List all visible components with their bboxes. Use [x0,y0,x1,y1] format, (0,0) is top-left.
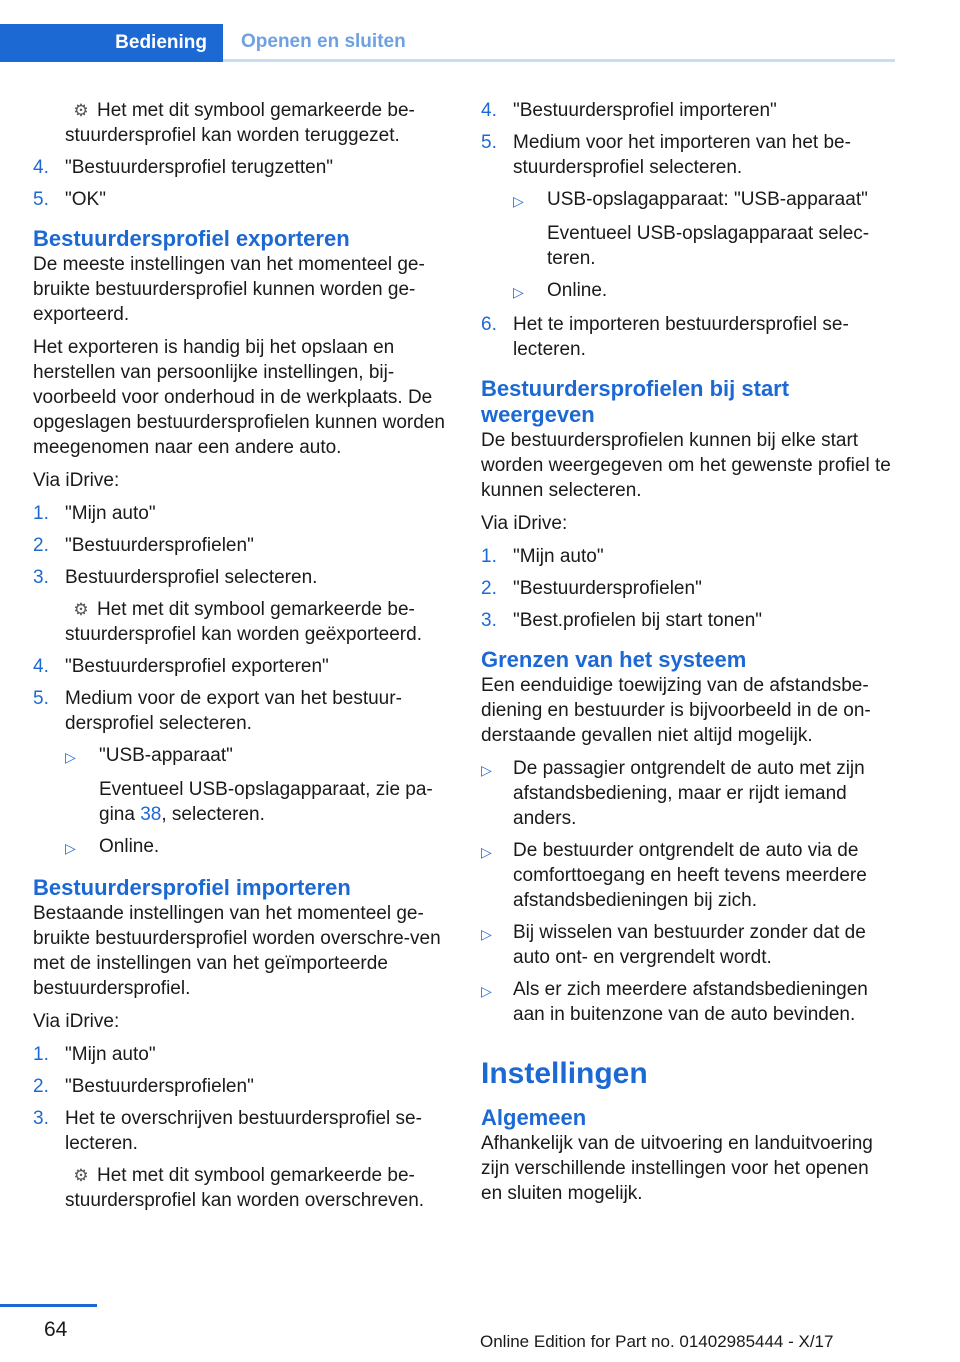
list-item [33,565,445,590]
step-text: Medium voor de export van het bestuur-dersprofiel selecteren. [65,688,402,734]
section-heading: Bestuurdersprofiel importeren [33,875,351,900]
page-link[interactable]: 38 [140,804,162,825]
paragraph: De bestuurdersprofielen kunnen bij elke start worden weergegeven om het gewenste profiel te kunnen selecteren. [481,430,891,501]
list-item [481,312,893,362]
step-text: Het te importeren bestuurdersprofiel se-lecteren. [513,314,849,360]
symbol-note-text: Het met dit symbool gemarkeerde be-stuurdersprofiel kan worden overschreven. [65,1165,425,1211]
bullet-item [481,920,893,970]
section-heading: Grenzen van het systeem [481,647,747,672]
note-text: Eventueel USB-opslagapparaat, zie pa-gina [99,779,433,825]
right-column [481,98,893,1214]
step-number: 3. [33,567,49,588]
triangle-right-icon: ▷ [481,926,492,942]
sub-item-note: Eventueel USB-opslagapparaat selec-teren. [547,223,870,269]
symbol-note-text: Het met dit symbool gemarkeerde be-stuurdersprofiel kan worden geëxporteerd. [65,599,422,645]
step-number: 6. [481,314,497,335]
symbol-note [65,98,445,148]
sub-list-item [513,187,893,214]
list-item [481,98,893,123]
list-item [33,155,445,180]
step-text: "Bestuurdersprofielen" [65,1076,254,1097]
list-item [481,608,893,633]
gear-icon: ⚙ [73,101,89,120]
section-heading: Bestuurdersprofiel exporteren [33,226,350,251]
list-item [33,654,445,679]
paragraph: Het exporteren is handig bij het opslaan en herstellen van persoonlijke instellingen, bij-voorbeeld voor onderhoud in de werkplaats. De opgeslagen bestuurdersprofielen kunnen worden meegenomen naar een andere auto. [33,337,445,458]
list-item [33,187,445,212]
symbol-note [65,597,445,647]
symbol-note-text: Het met dit symbool gemarkeerde be-stuurdersprofiel kan worden teruggezet. [65,100,415,146]
step-text: Het te overschrijven bestuurdersprofiel se-lecteren. [65,1108,422,1154]
step-number: 1. [33,503,49,524]
triangle-right-icon: ▷ [513,284,524,300]
paragraph: De meeste instellingen van het momenteel ge-bruikte bestuurdersprofiel kunnen worden ge-exporteerd. [33,254,425,325]
paragraph: Bestaande instellingen van het momenteel ge-bruikte bestuurdersprofiel worden overschre-ven met de instellingen van het geïmporteerde bestuurdersprofiel. [33,903,441,999]
page-number: 64 [44,1318,68,1341]
triangle-right-icon: ▷ [65,840,76,856]
sub-list-item [513,278,893,305]
sub-item-note [99,777,445,827]
paragraph: Een eenduidige toewijzing van de afstandsbe-diening en bestuurder is bijvoorbeeld in de on-derstaande gevallen niet altijd mogelijk. [481,675,871,746]
step-number: 5. [33,189,49,210]
tab-bediening[interactable]: Bediening [0,24,223,62]
step-text: "Mijn auto" [513,546,604,567]
paragraph: Via iDrive: [33,1011,120,1032]
section-heading: Algemeen [481,1105,587,1130]
triangle-right-icon: ▷ [65,749,76,765]
list-item [33,686,445,736]
bullet-item [481,756,893,831]
step-number: 4. [481,100,497,121]
sub-list-item [65,743,445,770]
sub-item-text: Online. [99,836,160,857]
bullet-text: De bestuurder ontgrendelt de auto via de comforttoegang en heeft tevens meerdere afstandsbedieningen bij zich. [513,840,867,911]
gear-icon: ⚙ [73,600,89,619]
paragraph: Afhankelijk van de uitvoering en landuitvoering zijn verschillende instellingen voor het openen en sluiten mogelijk. [481,1133,873,1204]
step-number: 4. [33,656,49,677]
list-item [33,501,445,526]
bullet-text: Bij wisselen van bestuurder zonder dat de auto ont- en vergrendelt wordt. [513,922,866,968]
step-number: 2. [33,535,49,556]
step-text: "Mijn auto" [65,1044,156,1065]
step-text: "Bestuurdersprofiel importeren" [513,100,777,121]
list-item [481,544,893,569]
triangle-right-icon: ▷ [481,762,492,778]
section-heading: Bestuurdersprofielen bij start weergeven [481,376,790,427]
sub-item-text: Online. [547,280,608,301]
list-item [33,1074,445,1099]
list-item [481,576,893,601]
step-number: 3. [481,610,497,631]
step-text: "Mijn auto" [65,503,156,524]
step-number: 2. [33,1076,49,1097]
left-column [33,98,445,1220]
sub-item-text: "USB-apparaat" [99,745,233,766]
sub-item-text: USB-opslagapparaat: "USB-apparaat" [547,189,868,210]
step-text: Medium voor het importeren van het be-stuurdersprofiel selecteren. [513,132,851,178]
step-number: 1. [33,1044,49,1065]
step-text: "Bestuurdersprofielen" [513,578,702,599]
bullet-item [481,838,893,913]
step-text: "Best.profielen bij start tonen" [513,610,763,631]
list-item [481,130,893,180]
step-text: "Bestuurdersprofielen" [65,535,254,556]
bullet-text: De passagier ontgrendelt de auto met zijn afstandsbediening, maar er rijdt iemand anders. [513,758,865,829]
chapter-heading: Instellingen [481,1057,648,1090]
triangle-right-icon: ▷ [513,193,524,209]
edition-note: Online Edition for Part no. 01402985444 - X/17 [480,1332,834,1351]
triangle-right-icon: ▷ [481,844,492,860]
header-tabs [0,0,895,62]
bullet-item [481,977,893,1027]
list-item [33,1106,445,1156]
step-number: 2. [481,578,497,599]
paragraph: Via iDrive: [33,470,120,491]
step-text: "Bestuurdersprofiel terugzetten" [65,157,334,178]
tab-openen-en-sluiten[interactable]: Openen en sluiten [223,24,895,62]
list-item [33,1042,445,1067]
bullet-text: Als er zich meerdere afstandsbedieningen aan in buitenzone van de auto bevinden. [513,979,868,1025]
step-number: 1. [481,546,497,567]
step-number: 3. [33,1108,49,1129]
step-text: Bestuurdersprofiel selecteren. [65,567,318,588]
step-number: 4. [33,157,49,178]
symbol-note [65,1163,445,1213]
step-number: 5. [481,132,497,153]
triangle-right-icon: ▷ [481,983,492,999]
paragraph: Via iDrive: [481,513,568,534]
step-text: "Bestuurdersprofiel exporteren" [65,656,329,677]
footer-divider [0,1304,97,1307]
step-number: 5. [33,688,49,709]
note-text-end: , selecteren. [161,804,265,825]
step-text: "OK" [65,189,106,210]
gear-icon: ⚙ [73,1166,89,1185]
list-item [33,533,445,558]
sub-list-item [65,834,445,861]
